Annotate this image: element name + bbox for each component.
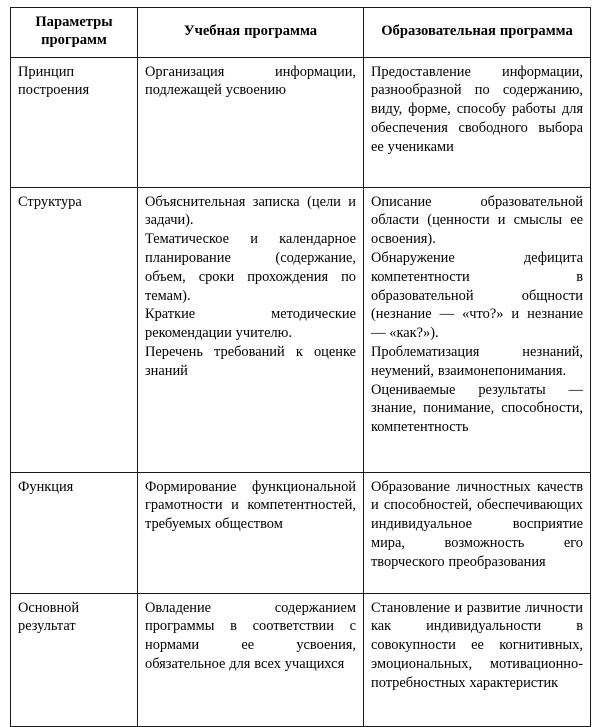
column-header-parameters-line2: программ: [41, 31, 107, 48]
row-key-printsip-postroeniya: Принцип построения: [11, 57, 138, 187]
cell-paragraph: Обнаружение дефицита компетентности в образовательной общности (незнание — «что?» и незнание — «как?»).: [371, 249, 583, 342]
cell-paragraph: Проблематизация незнаний, неумений, взаимонепонимания.: [371, 343, 583, 379]
cell-curriculum-struktura: [138, 187, 364, 472]
column-header-educational-label: Образовательная программа: [381, 22, 573, 39]
cell-curriculum-printsip: Организация информации, подлежащей усвоению: [138, 57, 364, 187]
cell-educational-funktsiya: Образование личностных качеств и способностей, обеспечивающих индивидуальное восприятие мира, возможность его творческого преобразования: [364, 472, 591, 593]
comparison-table: [10, 7, 591, 727]
row-key-osnovnoy-rezultat: Основной результат: [11, 593, 138, 726]
cell-paragraph: Оцениваемые результаты — знание, понимание, способности, компетентность: [371, 381, 583, 436]
column-header-parameters: [11, 8, 138, 58]
table-row: [11, 57, 591, 187]
cell-paragraph: Описание образовательной области (ценности и смыслы ее освоения).: [371, 193, 583, 248]
table-header-row: [11, 8, 591, 58]
row-key-funktsiya: Функция: [11, 472, 138, 593]
cell-educational-printsip: Предоставление информации, разнообразной по содержанию, виду, форме, способу работы для обеспечения свободного выбора ее учениками: [364, 57, 591, 187]
cell-paragraph: Перечень требований к оценке знаний: [145, 343, 356, 379]
table-body: [11, 57, 591, 726]
row-key-struktura: Структура: [11, 187, 138, 472]
table-row: [11, 593, 591, 726]
column-header-educational: [364, 8, 591, 58]
table-row: [11, 472, 591, 593]
column-header-curriculum: [138, 8, 364, 58]
column-header-parameters-line1: Параметры: [35, 14, 113, 30]
table-row: [11, 187, 591, 472]
column-header-curriculum-label: Учебная программа: [183, 22, 318, 39]
table-header: [11, 8, 591, 58]
cell-educational-struktura: [364, 187, 591, 472]
cell-paragraph: Краткие методические рекомендации учителю.: [145, 306, 356, 342]
cell-curriculum-funktsiya: Формирование функциональной грамотности и компетентностей, требуемых обществом: [138, 472, 364, 593]
cell-curriculum-osnovnoy-rezultat: Овладение содержанием программы в соответствии с нормами ее усвоения, обязательное для всех учащихся: [138, 593, 364, 726]
cell-paragraph: Объяснительная записка (цели и задачи).: [145, 193, 356, 229]
cell-educational-osnovnoy-rezultat: Становление и развитие личности как индивидуальности в совокупности ее когнитивных, эмоциональных, мотивационно-потребностных характеристик: [364, 593, 591, 726]
cell-paragraph: Тематическое и календарное планирование (содержание, объем, сроки прохождения по темам).: [145, 231, 356, 304]
